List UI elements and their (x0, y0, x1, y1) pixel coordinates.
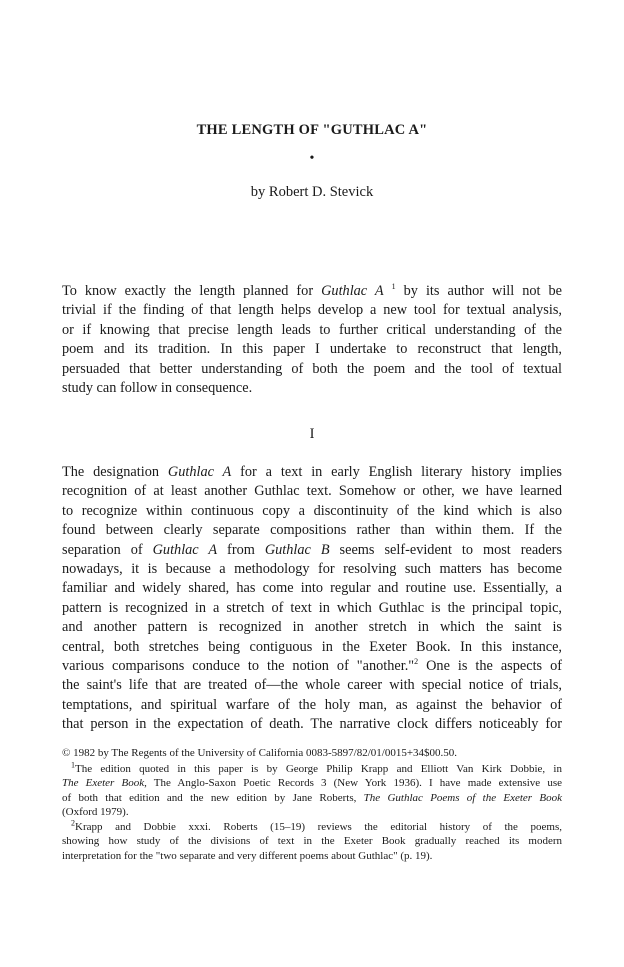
text-line: that person in the expectation of death. The narrative clock differs noticeably for (62, 716, 562, 733)
text-line: nowadays, it is because a methodology for resolving such matters has become (62, 561, 562, 578)
italic-title: Guthlac A (321, 283, 384, 299)
text-line: The designation Guthlac A for a text in early English literary history implies (62, 464, 562, 480)
article-title: THE LENGTH OF "GUTHLAC A" (196, 122, 428, 138)
footnote-marker-1: 1 (391, 282, 396, 292)
text-line: central, both stretches being contiguous in the Exeter Book. In this instance, (62, 638, 562, 655)
italic-title: Guthlac B (264, 541, 330, 558)
text-line: to recognize within continuous copy a discontinuity of the kind which is also (62, 502, 562, 519)
text-line: separation of Guthlac A from Guthlac B seems self-evident to most readers (62, 541, 563, 558)
text-line: poem and its tradition. In this paper I undertake to reconstruct that length, (62, 341, 562, 358)
copyright-line: © 1982 by The Regents of the University of California 0083-5897/82/01/0015+34$00.50. (62, 747, 458, 759)
footnote-line: The Exeter Book, The Anglo-Saxon Poetic Records 3 (New York 1936). I have made extensive use (62, 777, 562, 790)
footnote-line: $^1$The edition quoted in this paper is by George Philip Krapp and Elliott Van Kirk Dobbie, in (71, 760, 562, 775)
text-line: To know exactly the length planned for Guthlac A $^1$ by its author will not be (62, 282, 563, 299)
ornament-bullet-icon: • (309, 151, 315, 166)
italic-title: The Guthlac Poems of the Exeter Book (363, 791, 562, 804)
text-line: trivial if the finding of that length helps develop a new tool for textual analysis, (62, 302, 562, 319)
intro-paragraph (62, 282, 562, 398)
author-byline: by Robert D. Stevick (250, 184, 374, 200)
text-line: and another pattern is recognized in another stretch in which the saint is (62, 619, 562, 636)
italic-title: Guthlac A (167, 464, 232, 480)
text-line: persuaded that better understanding of both the poem and the tool of textual (62, 360, 562, 377)
footnote-2-marker: 2 (71, 818, 75, 828)
text-line: various comparisons conduce to the notion of "another."$^2$ One is the aspects of (62, 657, 562, 675)
footnote-line: of both that edition and the new edition by Jane Roberts, The Guthlac Poems of the Exeter Book (62, 791, 562, 804)
text-line: found between clearly separate compositions rather than within them. If the (62, 522, 562, 539)
text-line: the saint's life that are treated of—the whole career with special notice of trials, (62, 677, 562, 694)
copyright-notice (62, 746, 562, 760)
footnote-1 (62, 762, 562, 819)
text-line: recognition of at least another Guthlac text. Somehow or other, we have learned (62, 483, 562, 500)
text-line: temptations, and spiritual warfare of the holy man, as against the behavior of (62, 696, 562, 713)
footnote-line: interpretation for the "two separate and very different poems about Guthlac" (p. 19). (62, 849, 433, 862)
text-line: pattern is recognized in a stretch of text in which Guthlac is the principal topic, (62, 599, 562, 616)
text-line: familiar and widely shared, has come into regular and routine use. Essentially, a (62, 580, 562, 597)
footnote-marker-2: 2 (414, 657, 419, 667)
text-line: study can follow in consequence. (62, 380, 253, 397)
text-line: or if knowing that precise length leads to further critical understanding of the (62, 321, 562, 338)
footnote-line: $^2$Krapp and Dobbie xxxi. Roberts (15–19) reviews the editorial history of the poems, (71, 818, 562, 833)
section-heading: I (309, 426, 315, 442)
footnote-line: showing how study of the divisions of text in the Exeter Book gradually reached its modern (62, 835, 562, 848)
italic-title: The Exeter Book (62, 777, 145, 790)
body-paragraph (62, 463, 562, 735)
italic-title: Guthlac A (152, 541, 218, 558)
footnote-2 (62, 820, 562, 863)
footnote-line: (Oxford 1979). (62, 805, 129, 818)
footnote-1-marker: 1 (71, 760, 75, 770)
